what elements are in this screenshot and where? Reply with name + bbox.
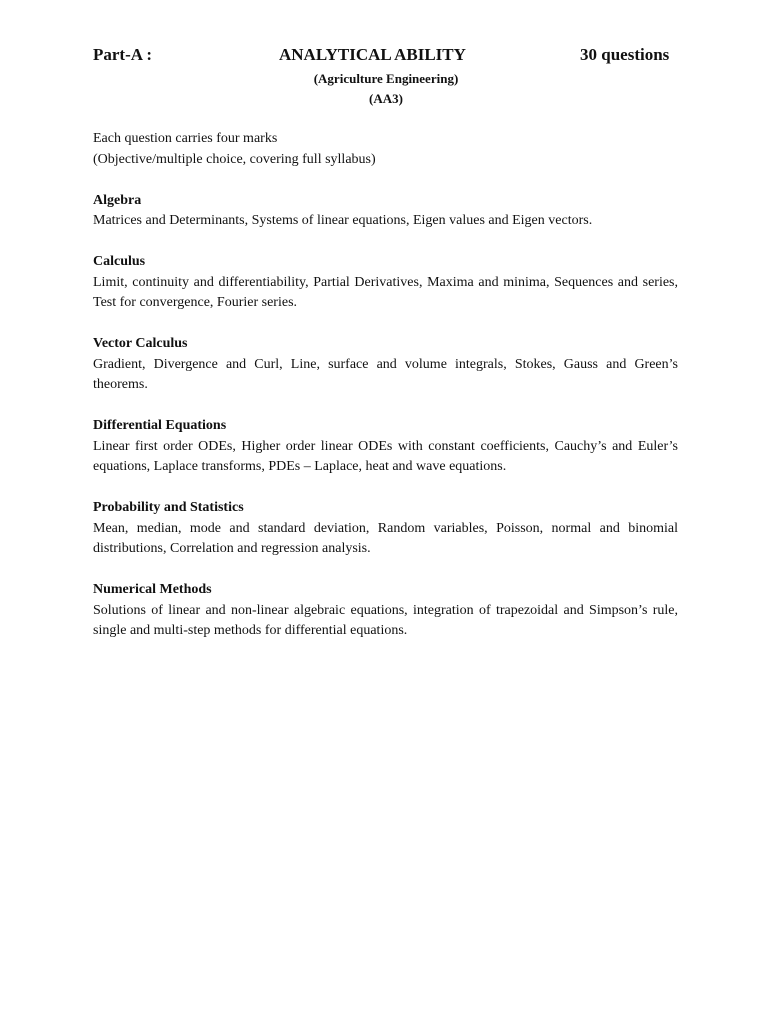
question-count: 30 questions: [580, 45, 670, 64]
intro-format: (Objective/multiple choice, covering full syllabus): [93, 151, 376, 167]
section-title: Probability and Statistics: [93, 500, 244, 515]
section-probability-statistics: [93, 498, 678, 560]
section-calculus: [93, 252, 678, 314]
section-text: Mean, median, mode and standard deviation, Random variables, Poisson, normal and binomial distributions, Correlation and regression analysis.: [93, 520, 678, 556]
syllabus-code: (AA3): [369, 91, 403, 106]
page-title: ANALYTICAL ABILITY: [279, 45, 466, 64]
section-differential-equations: [93, 416, 678, 478]
section-text: Limit, continuity and differentiability, Partial Derivatives, Maxima and minima, Sequences and series, Test for convergence, Fourier series.: [93, 274, 678, 310]
section-text: Linear first order ODEs, Higher order linear ODEs with constant coefficients, Cauchy’s and Euler’s equations, Laplace transforms, PDEs – Laplace, heat and wave equations.: [93, 438, 678, 474]
section-numerical-methods: [93, 580, 678, 642]
section-title: Differential Equations: [93, 418, 227, 433]
section-text: Matrices and Determinants, Systems of linear equations, Eigen values and Eigen vectors.: [93, 213, 593, 228]
section-algebra: [93, 191, 678, 232]
section-text: Solutions of linear and non-linear algebraic equations, integration of trapezoidal and Simpson’s rule, single and multi-step methods for differential equations.: [93, 602, 678, 638]
part-label: Part-A :: [93, 45, 153, 64]
section-title: Calculus: [93, 254, 146, 269]
section-title: Algebra: [93, 192, 142, 208]
section-title: Vector Calculus: [93, 336, 188, 351]
section-text: Gradient, Divergence and Curl, Line, surface and volume integrals, Stokes, Gauss and Green’s theorems.: [93, 356, 678, 392]
intro-marks: Each question carries four marks: [93, 131, 278, 146]
section-title: Numerical Methods: [93, 582, 212, 597]
syllabus-body: [93, 129, 678, 642]
page-subtitle: (Agriculture Engineering): [313, 71, 459, 86]
section-vector-calculus: [93, 334, 678, 396]
